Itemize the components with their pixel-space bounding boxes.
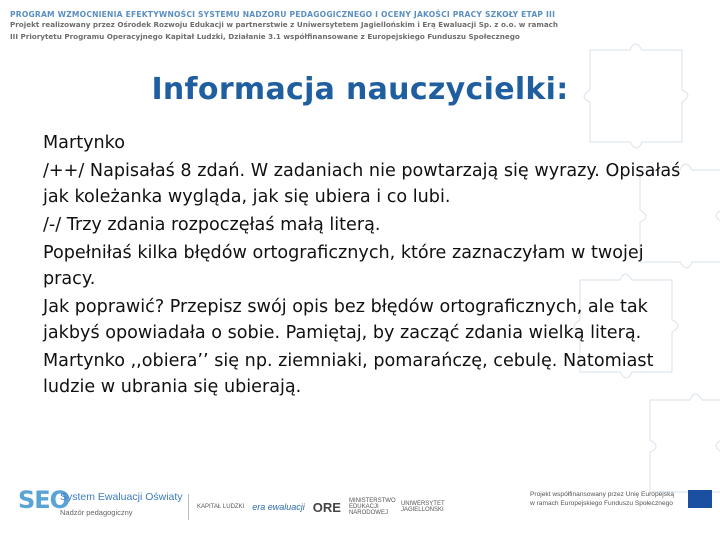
program-title: PROGRAM WZMOCNIENIA EFEKTYWNOŚCI SYSTEMU NADZORU PEDAGOGICZNEGO I OCENY JAKOŚCI PRACY SZKOŁY ETAP III [10, 10, 556, 19]
eu-cofinancing-text: Projekt współfinansowany przez Unię Europejską w ramach Europejskiego Funduszu Społecznego [530, 491, 675, 507]
system-name: System Ewaluacji Oświaty [60, 491, 183, 503]
era-ewaluacji-logo: era ewaluacji [252, 502, 305, 512]
uj-logo: UNIWERSYTET JAGIELLOŃSKI [400, 501, 445, 513]
slide-title: Informacja nauczycielki: [151, 72, 569, 107]
partner-logos [188, 492, 451, 522]
feedback-improve: Jak poprawić? Przepisz swój opis bez błędów ortograficznych, ale tak jakbyś opowiadała o sobie. Pamiętaj, by zacząć zdania wielką literą. [43, 297, 648, 343]
feedback-negative: /-/ Trzy zdania rozpoczęłaś małą literą. [43, 215, 381, 235]
greeting: Martynko [43, 133, 125, 153]
feedback-spelling: Popełniłaś kilka błędów ortograficznych, które zaznaczyłam w twojej pracy. [43, 243, 644, 289]
feedback-note: Martynko ,,obiera’’ się np. ziemniaki, pomarańczę, cebulę. Natomiast ludzie w ubrania się ubierają. [43, 351, 654, 397]
project-line-2: III Priorytetu Programu Operacyjnego Kapitał Ludzki, Działanie 3.1 współfinansowane z Europejskiego Funduszu Społecznego [10, 32, 520, 41]
project-line-1: Projekt realizowany przez Ośrodek Rozwoju Edukacji w partnerstwie z Uniwersytetem Jagiellońskim i Erą Ewaluacji Sp. z o.o. w ramach [10, 20, 559, 29]
kapital-ludzki-logo: KAPITAŁ LUDZKI [197, 504, 245, 510]
seo-logo: SEO [18, 486, 70, 514]
project-header [10, 10, 570, 43]
feedback-positive: /++/ Napisałaś 8 zdań. W zadaniach nie powtarzają się wyrazy. Opisałaś jak koleżanka wygląda, jak się ubiera i co lubi. [43, 161, 681, 207]
footer-logos [0, 478, 720, 540]
men-logo: MINISTERSTWO EDUKACJI NARODOWEJ [348, 498, 396, 516]
system-subtitle: Nadzór pedagogiczny [60, 508, 133, 517]
eu-flag-icon [688, 490, 712, 508]
ore-logo: ORE [312, 499, 341, 515]
teacher-feedback [43, 130, 683, 402]
divider [188, 494, 189, 520]
